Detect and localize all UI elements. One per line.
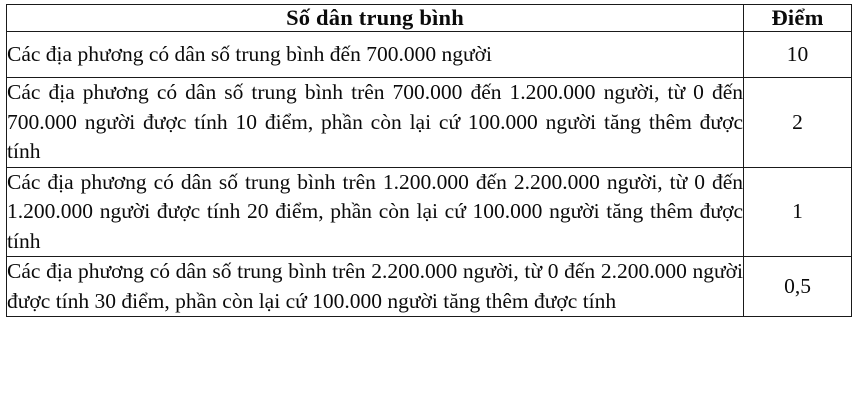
cell-score: 10 (744, 32, 852, 78)
column-header-score: Điểm (744, 5, 852, 32)
table-row (7, 257, 852, 317)
table-row (7, 167, 852, 256)
cell-score: 0,5 (744, 257, 852, 317)
cell-description: Các địa phương có dân số trung bình đến 700.000 người (7, 32, 744, 78)
column-header-population: Số dân trung bình (7, 5, 744, 32)
cell-description: Các địa phương có dân số trung bình trên 700.000 đến 1.200.000 người, từ 0 đến 700.000 người được tính 10 điểm, phần còn lại cứ 100.000 người tăng thêm được tính (7, 78, 744, 167)
cell-description: Các địa phương có dân số trung bình trên 1.200.000 đến 2.200.000 người, từ 0 đến 1.200.000 người được tính 20 điểm, phần còn lại cứ 100.000 người tăng thêm được tính (7, 167, 744, 256)
table-row (7, 32, 852, 78)
table-row (7, 78, 852, 167)
cell-score: 2 (744, 78, 852, 167)
cell-description: Các địa phương có dân số trung bình trên 2.200.000 người, từ 0 đến 2.200.000 người được tính 30 điểm, phần còn lại cứ 100.000 người tăng thêm được tính (7, 257, 744, 317)
population-score-table (6, 4, 852, 317)
table-header-row (7, 5, 852, 32)
cell-score: 1 (744, 167, 852, 256)
